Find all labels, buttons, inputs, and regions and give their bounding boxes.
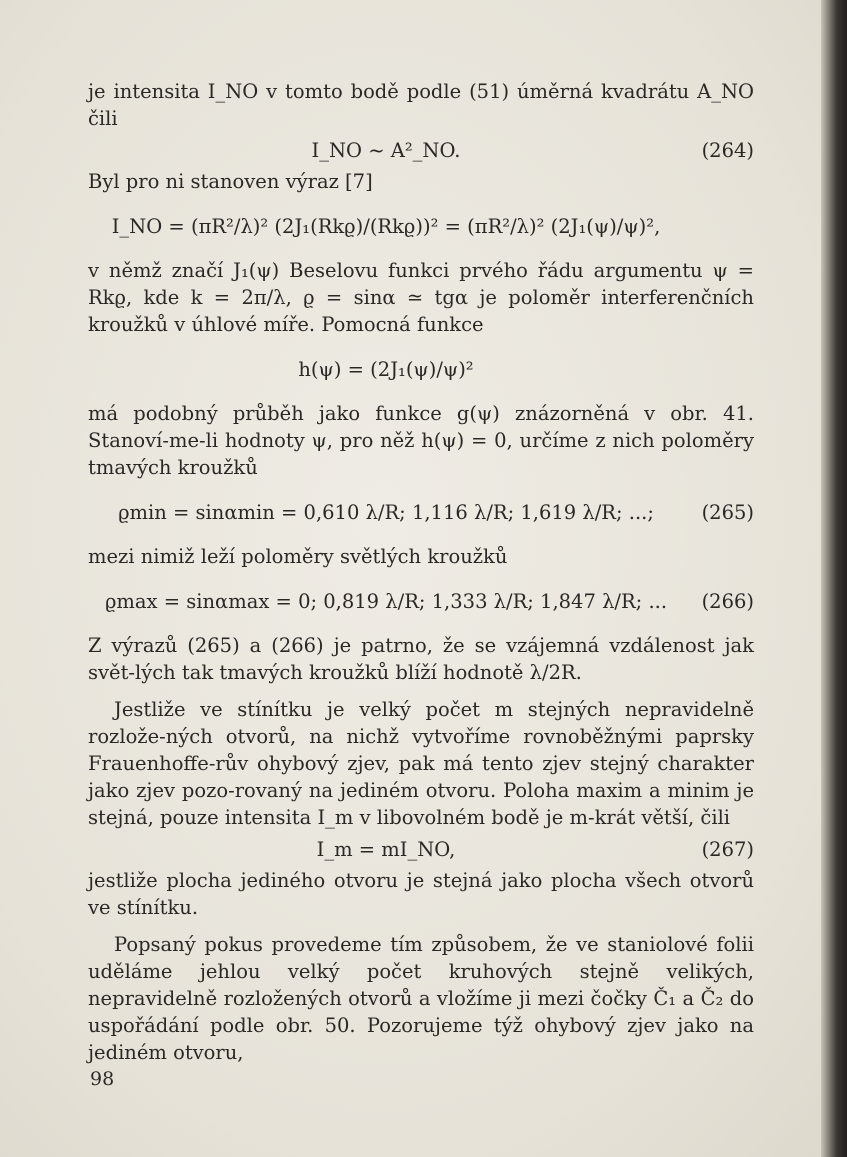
page-text <box>88 78 754 1066</box>
equation-number: (266) <box>701 589 754 613</box>
equation-expression: I_NO ~ A²_NO. <box>311 138 461 162</box>
equation-expression: ϱmin = sinαmin = 0,610 λ/R; 1,116 λ/R; 1,619 λ/R; ...; <box>118 500 654 524</box>
equation-265 <box>88 481 754 543</box>
paragraph: Z výrazů (265) a (266) je patrno, že se vzájemná vzdálenost jak svět-lých tak tmavých kroužků blíží hodnotě λ/2R. <box>88 634 754 684</box>
paragraph: Jestliže ve stínítku je velký počet m stejných nepravidelně rozlože-ných otvorů, na nichž vytvoříme rovnoběžnými paprsky Frauenhoffe-rův ohybový zjev, pak má tento zjev stejný charakter jako zjev pozo-rovaný na jediném otvoru. Poloha maxim a minim je stejná, pouze intensita I_m v libovolném bodě je m-krát větší, čili <box>88 698 754 829</box>
equation-266 <box>88 570 754 632</box>
paragraph: Popsaný pokus provedeme tím způsobem, že ve staniolové folii uděláme jehlou velký počet kruhových stejně velikých, nepravidelně rozložených otvorů a vložíme ji mezi čočky Č₁ a Č₂ do uspořádání podle obr. 50. Pozorujeme týž ohybový zjev jako na jediném otvoru, <box>88 933 754 1064</box>
equation-h <box>88 338 754 400</box>
paragraph: jestliže plocha jediného otvoru je stejná jako plocha všech otvorů ve stínítku. <box>88 869 754 919</box>
text-line: Byl pro ni stanoven výraz [7] <box>88 170 373 193</box>
page-number: 98 <box>90 1068 115 1090</box>
equation-number: (267) <box>701 837 754 861</box>
equation-expression: ϱmax = sinαmax = 0; 0,819 λ/R; 1,333 λ/R; 1,847 λ/R; ... <box>104 589 668 613</box>
equation-267 <box>88 831 754 867</box>
text-line: mezi nimiž leží poloměry světlých kroužků <box>88 545 508 568</box>
equation-expression: I_NO = (πR²/λ)² (2J₁(Rkϱ)/(Rkϱ))² = (πR²/λ)² (2J₁(ψ)/ψ)², <box>111 214 661 238</box>
text-line: je intensita I_NO v tomto bodě podle (51) úměrná kvadrátu A_NO čili <box>88 80 754 130</box>
equation-expression: h(ψ) = (2J₁(ψ)/ψ)² <box>298 357 474 381</box>
book-spine-shadow <box>821 0 847 1157</box>
equation-expression: I_m = mI_NO, <box>316 837 456 861</box>
paragraph: v němž značí J₁(ψ) Beselovu funkci prvého řádu argumentu ψ = Rkϱ, kde k = 2π/λ, ϱ = sinα ≃ tgα je poloměr interferenčních kroužků v úhlové míře. Pomocná funkce <box>88 259 754 336</box>
paragraph: má podobný průběh jako funkce g(ψ) znázorněná v obr. 41. Stanoví-me-li hodnoty ψ, pro něž h(ψ) = 0, určíme z nich poloměry tmavých kroužků <box>88 402 754 479</box>
equation-intensity <box>88 195 754 257</box>
equation-264 <box>88 132 754 168</box>
equation-number: (264) <box>701 138 754 162</box>
equation-number: (265) <box>701 500 754 524</box>
